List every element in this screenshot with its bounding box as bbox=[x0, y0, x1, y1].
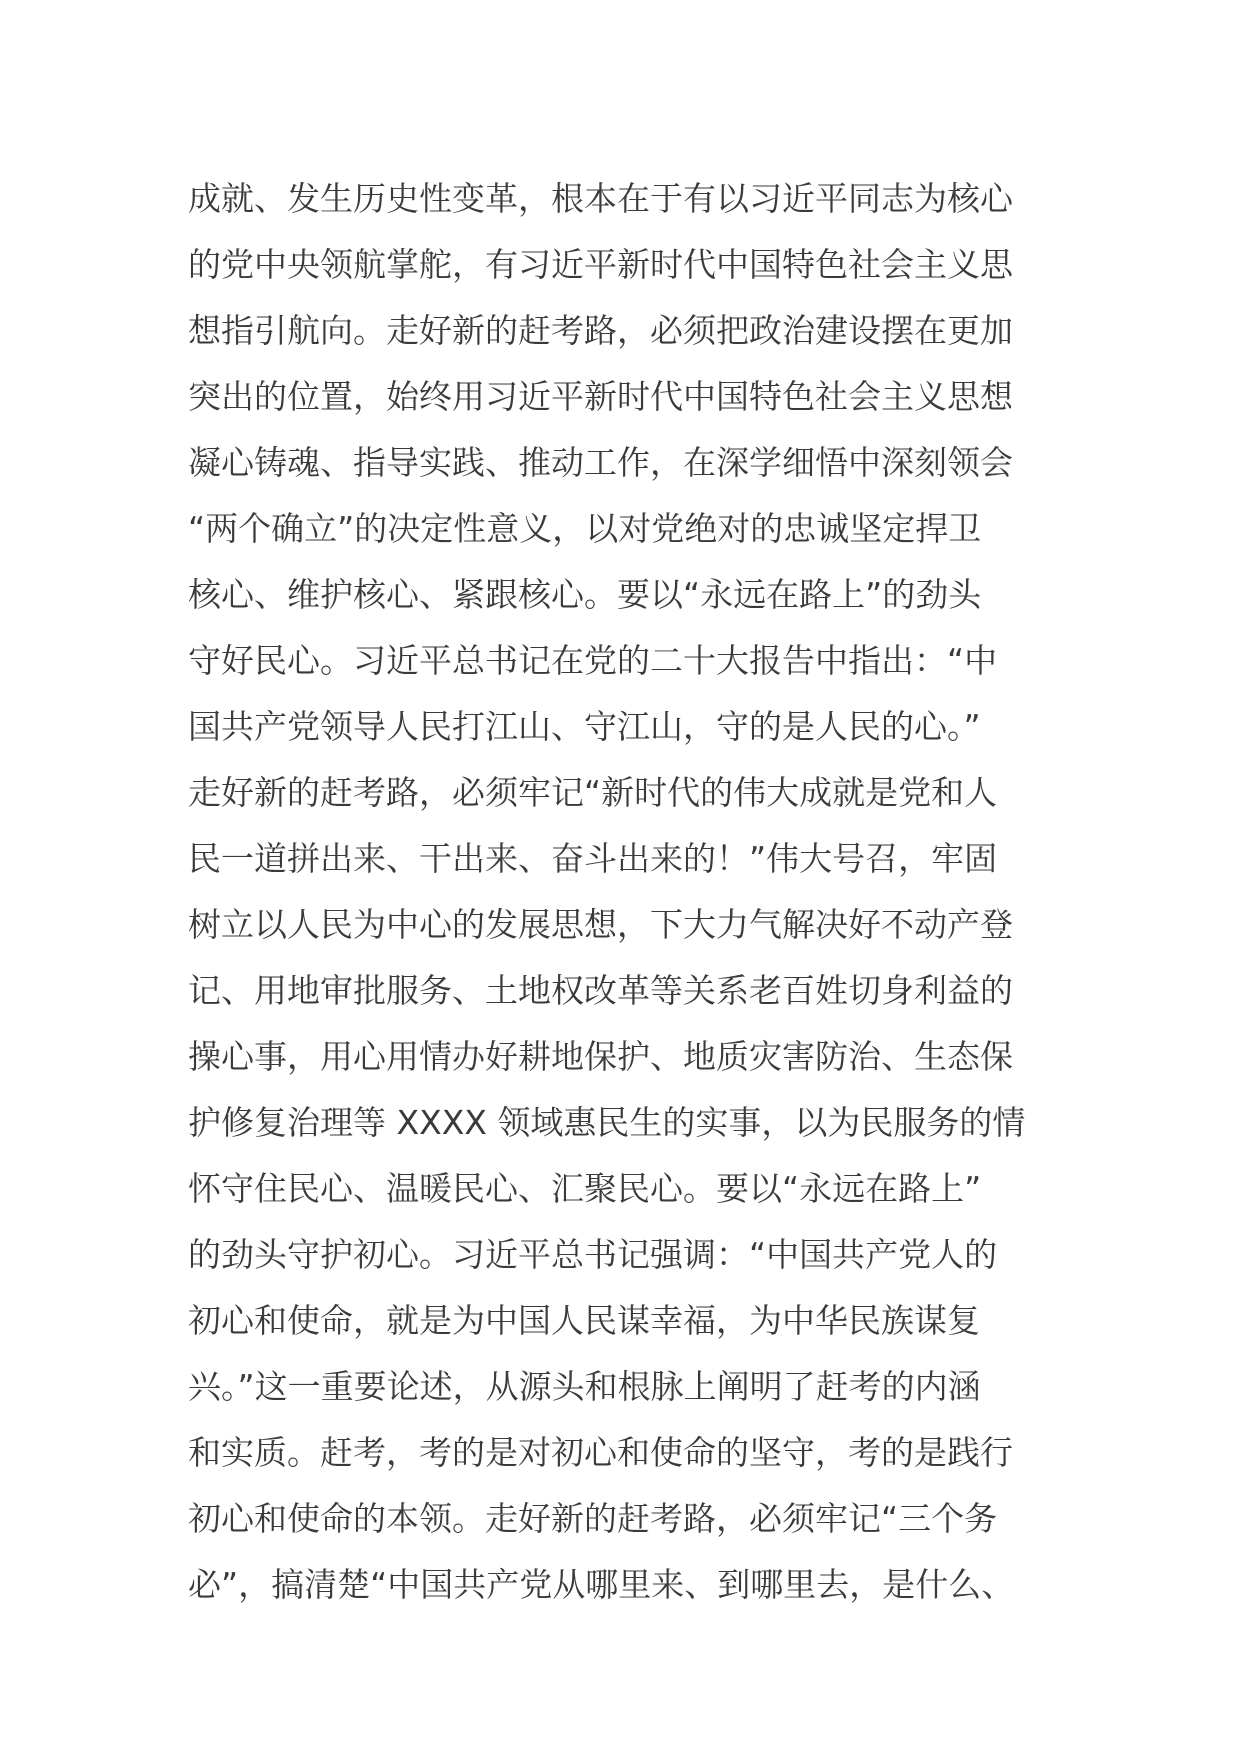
text-line: 凝心铸魂、指导实践、推动工作，在深学细悟中深刻领会 bbox=[188, 443, 1013, 482]
text-line: 突出的位置，始终用习近平新时代中国特色社会主义思想 bbox=[188, 377, 1013, 416]
text-line: 树立以人民为中心的发展思想，下大力气解决好不动产登 bbox=[188, 905, 1013, 944]
text-line: 初心和使命，就是为中国人民谋幸福，为中华民族谋复 bbox=[188, 1301, 980, 1340]
text-line: 走好新的赶考路，必须牢记“新时代的伟大成就是党和人 bbox=[188, 773, 998, 812]
text-line: 民一道拼出来、干出来、奋斗出来的！”伟大号召，牢固 bbox=[188, 839, 998, 878]
text-line: 成就、发生历史性变革，根本在于有以习近平同志为核心 bbox=[188, 179, 1013, 218]
text-line: 护修复治理等 XXXX 领域惠民生的实事，以为民服务的情 bbox=[188, 1103, 1026, 1142]
body-paragraph bbox=[188, 166, 1088, 1618]
text-line: 必”，搞清楚“中国共产党从哪里来、到哪里去，是什么、 bbox=[188, 1565, 1015, 1604]
text-line: 初心和使命的本领。走好新的赶考路，必须牢记“三个务 bbox=[188, 1499, 998, 1538]
text-line: 兴。”这一重要论述，从源头和根脉上阐明了赶考的内涵 bbox=[188, 1367, 981, 1406]
text-line: 和实质。赶考，考的是对初心和使命的坚守，考的是践行 bbox=[188, 1433, 1013, 1472]
text-line: 的劲头守护初心。习近平总书记强调：“中国共产党人的 bbox=[188, 1235, 998, 1274]
text-line: 操心事，用心用情办好耕地保护、地质灾害防治、生态保 bbox=[188, 1037, 1013, 1076]
text-line: 国共产党领导人民打江山、守江山，守的是人民的心。” bbox=[188, 707, 981, 746]
text-line: 想指引航向。走好新的赶考路，必须把政治建设摆在更加 bbox=[188, 311, 1013, 350]
text-line: “两个确立”的决定性意义，以对党绝对的忠诚坚定捍卫 bbox=[188, 509, 982, 548]
text-line: 怀守住民心、温暖民心、汇聚民心。要以“永远在路上” bbox=[188, 1169, 982, 1208]
text-line: 记、用地审批服务、土地权改革等关系老百姓切身利益的 bbox=[188, 971, 1013, 1010]
text-line: 核心、维护核心、紧跟核心。要以“永远在路上”的劲头 bbox=[188, 575, 982, 614]
text-line: 的党中央领航掌舵，有习近平新时代中国特色社会主义思 bbox=[188, 245, 1013, 284]
text-line: 守好民心。习近平总书记在党的二十大报告中指出：“中 bbox=[188, 641, 998, 680]
